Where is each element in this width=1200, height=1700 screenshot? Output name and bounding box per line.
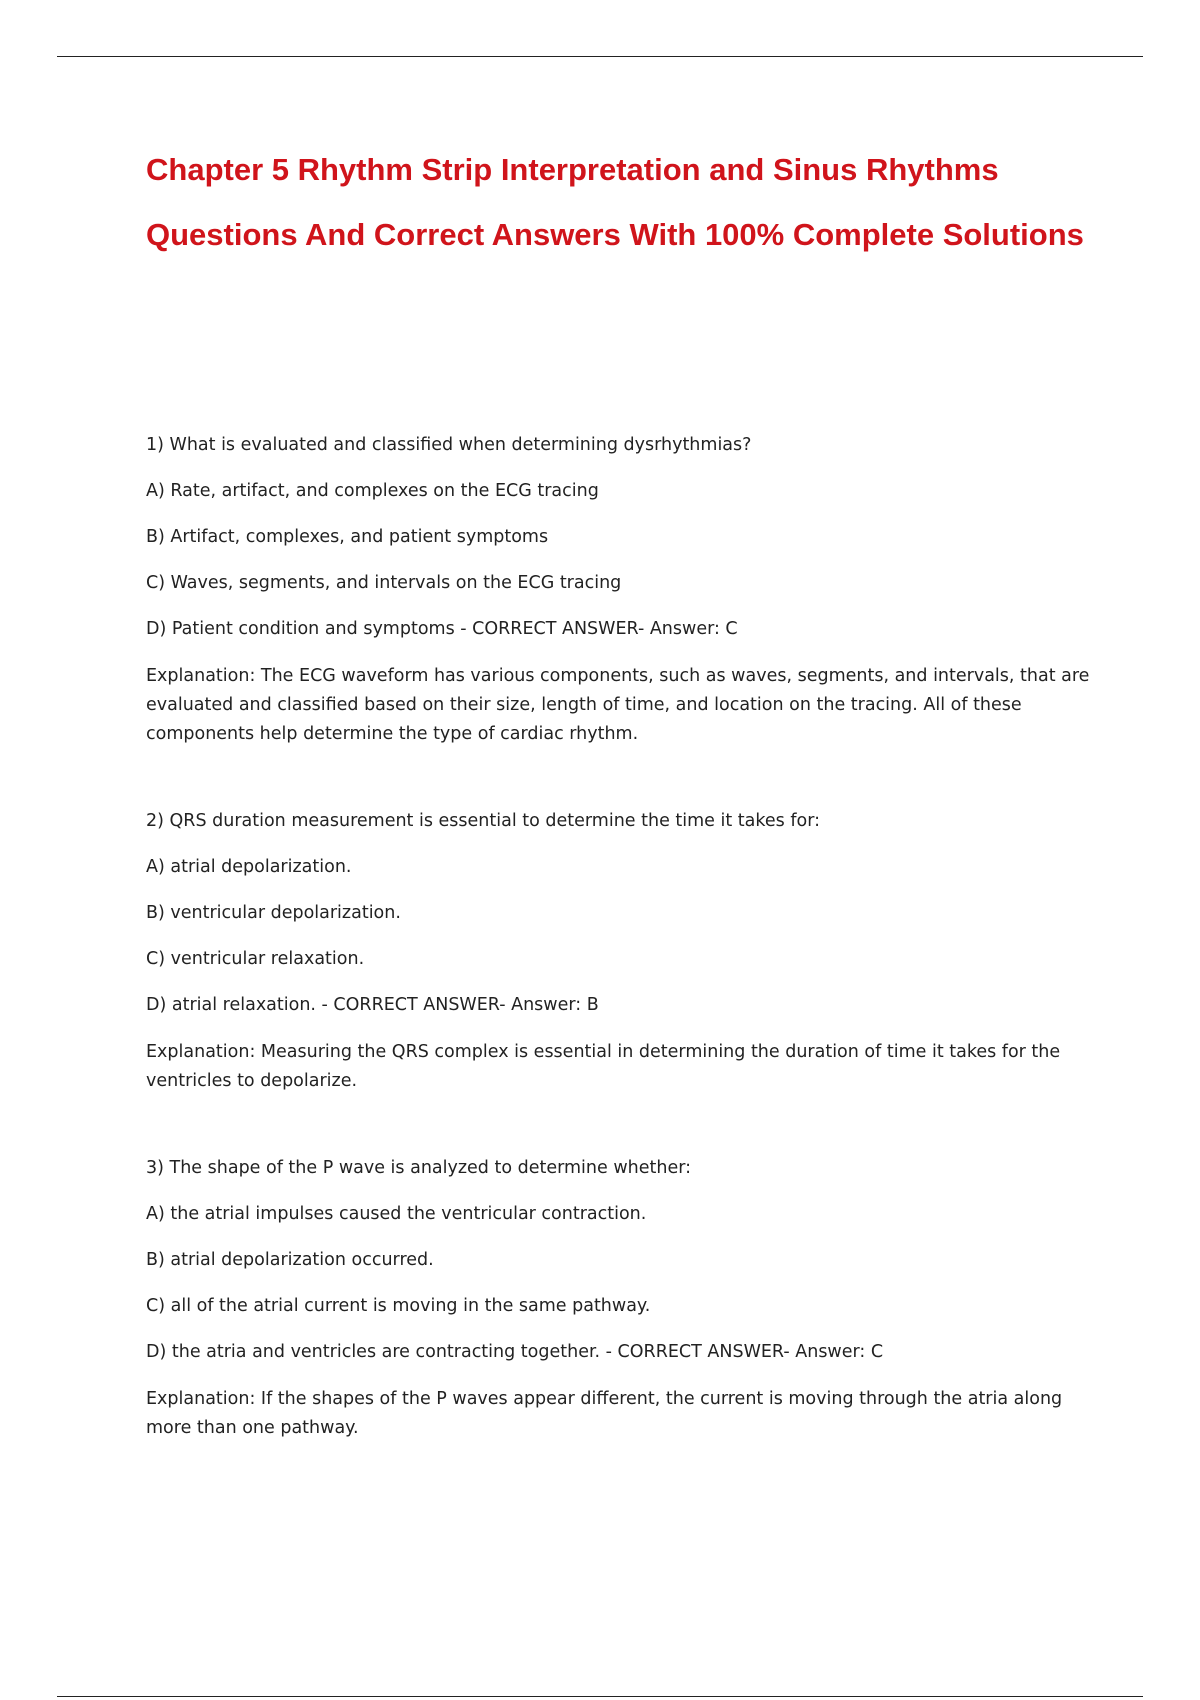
question-block-1 — [146, 432, 1106, 749]
bottom-rule — [57, 1696, 1143, 1697]
question-text: 3) The shape of the P wave is analyzed to determine whether: — [146, 1158, 692, 1178]
option-d-with-answer: D) Patient condition and symptoms - CORRECT ANSWER- Answer: C — [146, 619, 738, 639]
option-b: B) Artifact, complexes, and patient symptoms — [146, 527, 549, 547]
option-c: C) all of the atrial current is moving in the same pathway. — [146, 1296, 651, 1316]
option-d-with-answer: D) the atria and ventricles are contracting together. - CORRECT ANSWER- Answer: C — [146, 1342, 884, 1362]
explanation: Explanation: The ECG waveform has various components, such as waves, segments, and intervals, that are evaluated and classified based on their size, length of time, and location on the tracing. All of these components help determine the type of cardiac rhythm. — [146, 666, 1090, 744]
question-text: 1) What is evaluated and classified when determining dysrhythmias? — [146, 435, 752, 455]
option-a: A) the atrial impulses caused the ventricular contraction. — [146, 1204, 647, 1224]
option-c: C) Waves, segments, and intervals on the ECG tracing — [146, 573, 622, 593]
document-title: Chapter 5 Rhythm Strip Interpretation and Sinus Rhythms Questions And Correct Answers With 100% Complete Solutions — [146, 152, 1084, 252]
option-b: B) atrial depolarization occurred. — [146, 1250, 434, 1270]
option-b: B) ventricular depolarization. — [146, 903, 401, 923]
question-text: 2) QRS duration measurement is essential to determine the time it takes for: — [146, 811, 820, 831]
option-a: A) atrial depolarization. — [146, 857, 352, 877]
question-block-2 — [146, 808, 1106, 1096]
explanation: Explanation: If the shapes of the P waves appear different, the current is moving through the atria along more than one pathway. — [146, 1389, 1063, 1438]
question-block-3 — [146, 1155, 1106, 1443]
top-rule — [57, 56, 1143, 57]
option-c: C) ventricular relaxation. — [146, 949, 365, 969]
option-d-with-answer: D) atrial relaxation. - CORRECT ANSWER- Answer: B — [146, 995, 599, 1015]
explanation: Explanation: Measuring the QRS complex is essential in determining the duration of time it takes for the ventricles to depolarize. — [146, 1042, 1061, 1091]
option-a: A) Rate, artifact, and complexes on the ECG tracing — [146, 481, 599, 501]
